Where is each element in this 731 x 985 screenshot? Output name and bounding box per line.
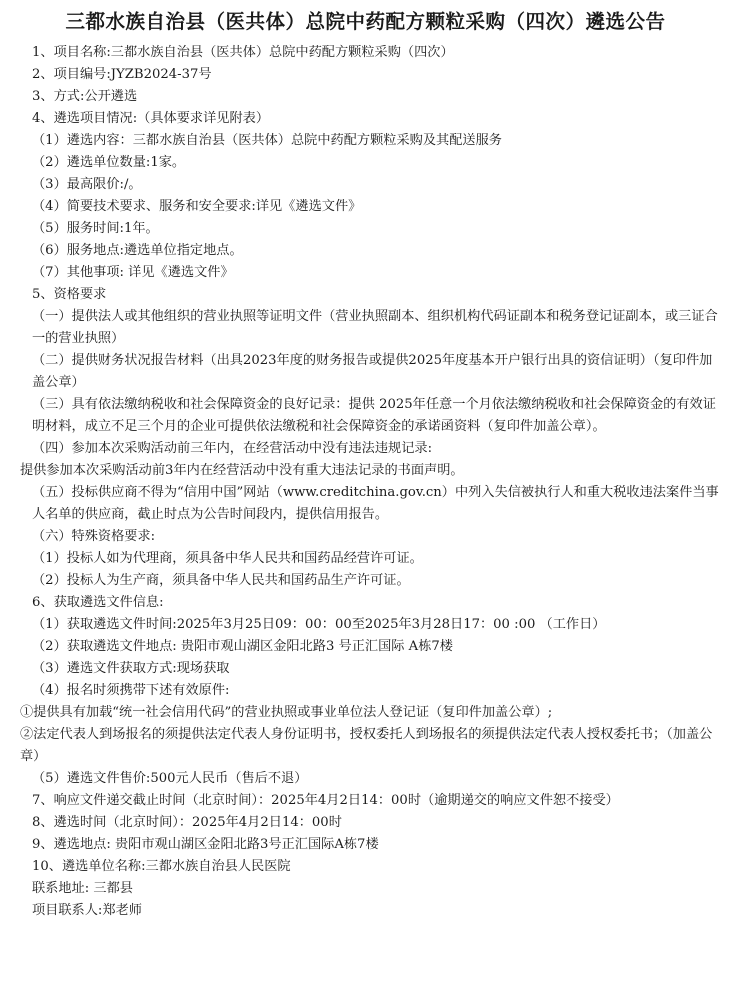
special-requirement-2: （2）投标人为生产商，须具备中华人民共和国药品生产许可证。 — [32, 573, 410, 588]
item-document-info: 6、获取遴选文件信息: — [32, 595, 164, 610]
document-place: （2）获取遴选文件地点: 贵阳市观山湖区金阳北路3 号正汇国际 A栋7楼 — [32, 639, 453, 654]
sub-item-quantity: （2）遴选单位数量:1家。 — [32, 155, 186, 170]
sub-item-requirements: （4）简要技术要求、服务和安全要求:详见《遴选文件》 — [32, 199, 362, 214]
sub-item-max-price: （3）最高限价:/。 — [32, 177, 142, 192]
item-selection-place: 9、遴选地点: 贵阳市观山湖区金阳北路3号正汇国际A栋7楼 — [32, 837, 379, 852]
sub-item-other: （7）其他事项: 详见《遴选文件》 — [32, 265, 234, 280]
sub-item-service-place: （6）服务地点:遴选单位指定地点。 — [32, 243, 243, 258]
document-price: （5）遴选文件售价:500元人民币（售后不退） — [32, 771, 308, 786]
qualification-6: （六）特殊资格要求: — [32, 529, 156, 544]
item-method: 3、方式:公开遴选 — [32, 89, 138, 104]
qualification-4-detail: 提供参加本次采购活动前3年内在经营活动中没有重大违法记录的书面声明。 — [20, 463, 464, 478]
document-time: （1）获取遴选文件时间:2025年3月25日09：00：00至2025年3月28日17：00 :00 （工作日） — [32, 617, 606, 632]
document-originals: （4）报名时须携带下述有效原件: — [32, 683, 230, 698]
sub-item-content: （1）遴选内容：三都水族自治县（医共体）总院中药配方颗粒采购及其配送服务 — [32, 133, 502, 148]
item-project-number: 2、项目编号:JYZB2024-37号 — [32, 67, 212, 82]
item-project-situation: 4、遴选项目情况:（具体要求详见附表） — [32, 111, 270, 126]
sub-item-service-time: （5）服务时间:1年。 — [32, 221, 159, 236]
document-method: （3）遴选文件获取方式:现场获取 — [32, 661, 230, 676]
special-requirement-1: （1）投标人如为代理商，须具备中华人民共和国药品经营许可证。 — [32, 551, 423, 566]
original-2: ②法定代表人到场报名的须提供法定代表人身份证明书，授权委托人到场报名的须提供法定代表人授权委托书；（加盖公章） — [20, 727, 713, 764]
qualification-3: （三）具有依法缴纳税收和社会保障资金的良好记录：提供 2025年任意一个月依法缴纳税收和社会保障资金的有效证明材料，成立不足三个月的企业可提供依法缴税和社会保障资金的承诺函资料（复印件加盖公章）。 — [32, 397, 716, 434]
qualification-1: （一）提供法人或其他组织的营业执照等证明文件（营业执照副本、组织机构代码证副本和税务登记证副本，或三证合一的营业执照） — [32, 309, 718, 346]
announcement-body — [12, 42, 719, 922]
item-project-name: 1、项目名称:三都水族自治县（医共体）总院中药配方颗粒采购（四次） — [32, 45, 454, 60]
qualification-4: （四）参加本次采购活动前三年内，在经营活动中没有违法违规记录: — [32, 441, 433, 456]
item-selection-time: 8、遴选时间（北京时间）：2025年4月2日14：00时 — [32, 815, 342, 830]
original-1: ①提供具有加载“统一社会信用代码”的营业执照或事业单位法人登记证（复印件加盖公章）; — [20, 705, 553, 720]
qualification-2: （二）提供财务状况报告材料（出具2023年度的财务报告或提供2025年度基本开户银行出具的资信证明）（复印件加盖公章） — [32, 353, 713, 390]
item-unit-name: 10、遴选单位名称:三都水族自治县人民医院 — [32, 859, 291, 874]
qualification-5: （五）投标供应商不得为“信用中国”网站（www.creditchina.gov.cn）中列入失信被执行人和重大税收违法案件当事人名单的供应商，截止时点为公告时间段内，提供信用报告。 — [32, 485, 719, 522]
item-qualifications: 5、资格要求 — [32, 287, 107, 302]
page-title: 三都水族自治县（医共体）总院中药配方颗粒采购（四次）遴选公告 — [65, 10, 666, 33]
contact-address: 联系地址: 三都县 — [32, 881, 133, 896]
item-deadline: 7、响应文件递交截止时间（北京时间）：2025年4月2日14：00时（逾期递交的响应文件恕不接受） — [32, 793, 619, 808]
contact-person: 项目联系人:郑老师 — [32, 903, 142, 918]
